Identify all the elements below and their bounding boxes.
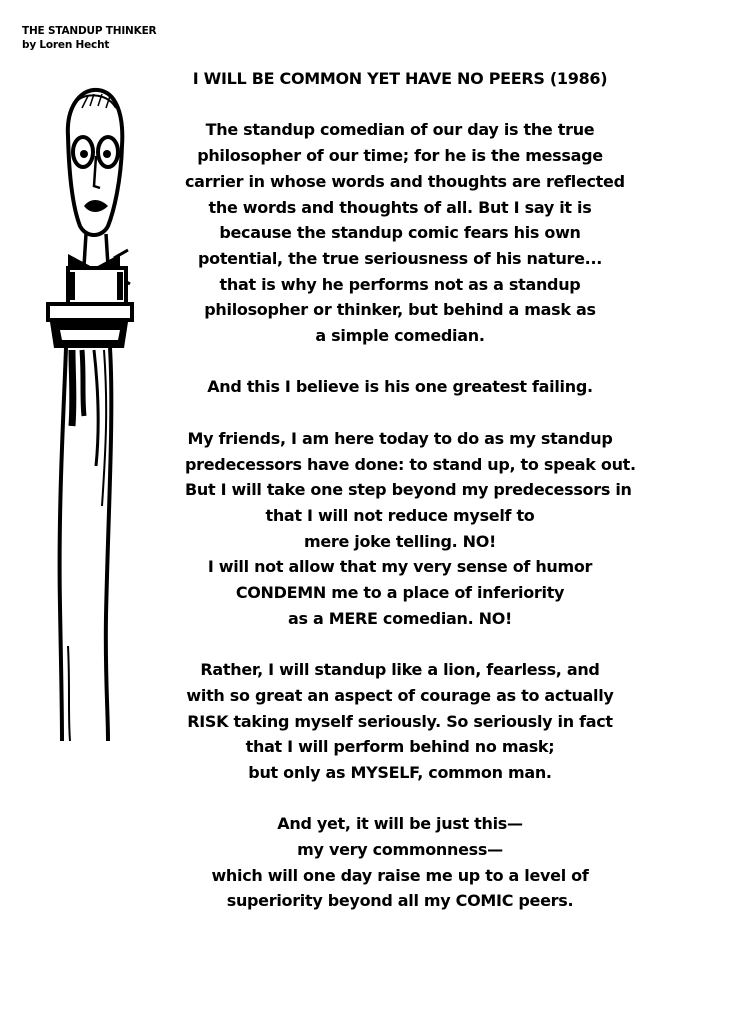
poem <box>185 66 636 914</box>
poem-line: my very commonness— <box>297 840 503 860</box>
standup-thinker-figure-on-column-icon <box>28 86 138 746</box>
poem-line: predecessors have done: to stand up, to speak out. <box>185 454 636 474</box>
poem-line: a simple comedian. <box>315 326 485 346</box>
poem-line: potential, the true seriousness of his nature... <box>197 248 603 268</box>
poem-line: with so great an aspect of courage as to actually <box>186 685 614 705</box>
stanza-gap <box>185 349 615 375</box>
poem-line: as a MERE comedian. NO! <box>287 608 513 628</box>
poem-line: that I will not reduce myself to <box>265 505 535 525</box>
header-byline: by Loren Hecht <box>22 39 110 51</box>
poem-line: And this I believe is his one greatest failing. <box>207 377 593 397</box>
stanza <box>185 426 636 632</box>
poem-title: I WILL BE COMMON YET HAVE NO PEERS (1986) <box>192 69 608 88</box>
poem-line: that I will perform behind no mask; <box>245 737 555 757</box>
poem-line: My friends, I am here today to do as my standup <box>187 428 613 448</box>
poem-line: but only as MYSELF, common man. <box>248 762 552 782</box>
poem-line: mere joke telling. NO! <box>303 531 497 551</box>
header-title: THE STANDUP THINKER <box>22 25 157 37</box>
poem-line: And yet, it will be just this— <box>277 814 523 834</box>
poem-line: because the standup comic fears his own <box>219 223 581 243</box>
poem-line: philosopher or thinker, but behind a mask as <box>204 300 596 320</box>
poem-line: philosopher of our time; for he is the message <box>197 146 603 166</box>
stanza <box>185 811 615 914</box>
figure-drawing <box>28 86 138 746</box>
poem-line: But I will take one step beyond my predecessors in <box>185 480 632 500</box>
stanza-gap <box>185 400 615 426</box>
stanza <box>185 657 615 786</box>
poem-line: the words and thoughts of all. But I say it is <box>208 197 592 217</box>
poem-line: RISK taking myself seriously. So seriously in fact <box>187 711 613 731</box>
page-header <box>22 24 156 52</box>
poem-line: superiority beyond all my COMIC peers. <box>226 891 574 911</box>
poem-line: that is why he performs not as a standup <box>219 274 581 294</box>
poem-line: CONDEMN me to a place of inferiority <box>235 583 565 603</box>
poem-line: carrier in whose words and thoughts are reflected <box>185 171 625 191</box>
stanza-gap <box>185 786 615 812</box>
poem-line: I will not allow that my very sense of humor <box>207 557 593 577</box>
poem-line: which will one day raise me up to a level of <box>211 865 589 885</box>
stanza <box>185 374 615 400</box>
stanza <box>185 117 625 348</box>
stanza-gap <box>185 631 615 657</box>
poem-line: Rather, I will standup like a lion, fearless, and <box>200 660 600 680</box>
poem-line: The standup comedian of our day is the true <box>205 120 595 140</box>
